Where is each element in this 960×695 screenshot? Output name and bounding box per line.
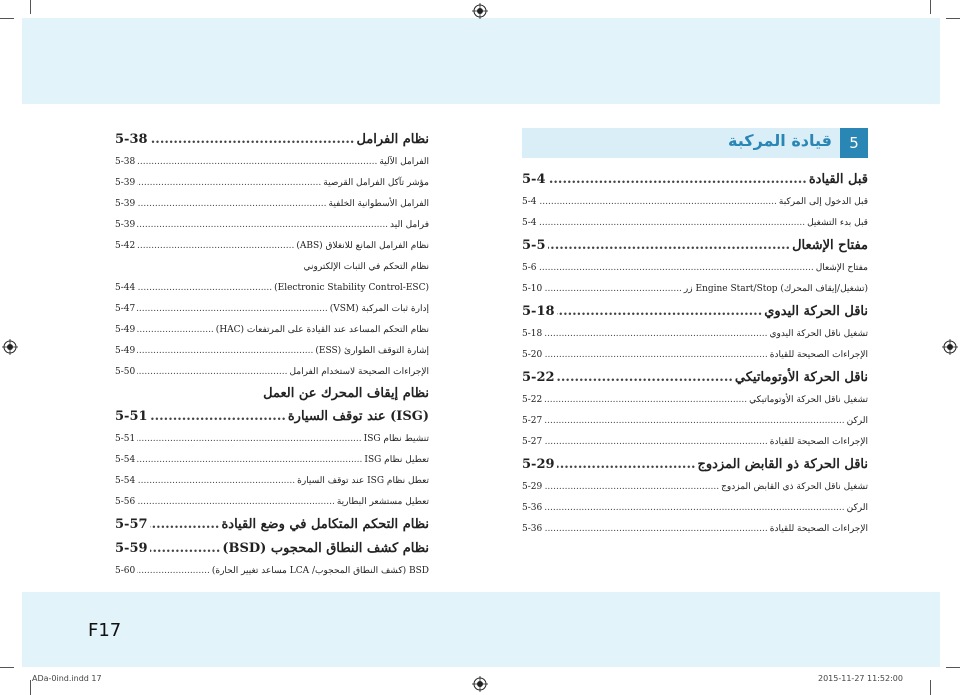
dot-leader	[137, 152, 377, 173]
toc-entry-row[interactable]	[522, 498, 868, 519]
toc-page-ref: 5-60	[115, 566, 136, 576]
dot-leader	[137, 236, 294, 257]
registration-mark-icon	[472, 3, 488, 19]
toc-page-ref: 5-56	[115, 497, 136, 507]
top-color-band	[22, 18, 940, 104]
toc-entry-title: نظام إيقاف المحرك عن العمل	[263, 386, 429, 401]
toc-entry-title: تعطيل نظام ISG	[364, 455, 429, 465]
toc-page-ref: 5-54	[115, 476, 136, 486]
toc-entry-row[interactable]	[522, 213, 868, 234]
toc-entry-row[interactable]	[115, 299, 429, 320]
toc-page-ref: 5-51	[115, 434, 136, 444]
toc-entry-title: مؤشر تآكل الفرامل القرصية	[323, 178, 429, 188]
toc-section-row[interactable]	[522, 453, 868, 477]
dot-leader	[544, 477, 719, 498]
toc-entry-row[interactable]	[115, 471, 429, 492]
footer-file-name: ADa-0ind.indd 17	[32, 674, 102, 683]
toc-page-ref: 5-22	[522, 370, 555, 385]
toc-entry-title: (ISG) عند توقف السيارة	[287, 409, 429, 424]
dot-leader	[137, 561, 210, 582]
toc-entry-row[interactable]	[115, 173, 429, 194]
page-number: F17	[88, 620, 122, 641]
chapter-entry-list	[522, 168, 868, 540]
dot-leader	[137, 429, 361, 450]
dot-leader	[137, 173, 321, 194]
dot-leader	[137, 299, 328, 320]
toc-entry-title: BSD (كشف النطاق المحجوب/ LCA مساعد تغيير الحارة)	[211, 566, 429, 576]
dot-leader	[137, 341, 313, 362]
toc-page-ref: 5-38	[115, 132, 148, 147]
dot-leader	[544, 432, 768, 453]
dot-leader	[548, 234, 791, 258]
toc-entry-title: ناقل الحركة الأوتوماتيكي	[734, 370, 868, 385]
toc-page-ref: 5-59	[115, 541, 148, 556]
toc-page-ref: 5-4	[522, 218, 537, 228]
toc-entry-title: نظام التحكم المساعد عند القيادة على المرتفعات (HAC)	[215, 325, 429, 335]
toc-entry-title: الإجراءات الصحيحة للقيادة	[769, 350, 868, 360]
toc-page-ref: 5-29	[522, 457, 555, 472]
toc-section-row[interactable]	[115, 537, 429, 561]
toc-entry-title: (Electronic Stability Control-ESC)	[274, 283, 429, 293]
toc-page-ref: 5-18	[522, 329, 543, 339]
footer-timestamp: 2015-11-27 11:52:00	[818, 674, 903, 683]
toc-entry-title: قبل القيادة	[808, 172, 868, 187]
toc-entry-title: تعطل نظام ISG عند توقف السيارة	[297, 476, 429, 486]
crop-mark	[0, 18, 14, 19]
crop-mark	[946, 667, 960, 668]
toc-entry-row[interactable]	[522, 519, 868, 540]
toc-page-ref: 5-49	[115, 325, 136, 335]
toc-section-row[interactable]	[522, 234, 868, 258]
toc-entry-title: نظام كشف النطاق المحجوب (BSD)	[222, 541, 429, 556]
dot-leader	[544, 411, 844, 432]
dot-leader	[539, 213, 806, 234]
toc-section-row[interactable]	[115, 128, 429, 152]
toc-section-row[interactable]	[522, 366, 868, 390]
toc-entry-row[interactable]	[522, 324, 868, 345]
toc-entry-row[interactable]	[115, 450, 429, 471]
toc-entry-row[interactable]	[115, 320, 429, 341]
toc-page-ref: 5-57	[115, 517, 148, 532]
toc-entry-row[interactable]	[522, 279, 868, 300]
toc-entry-row[interactable]	[115, 215, 429, 236]
registration-mark-icon	[2, 339, 18, 355]
dot-leader	[137, 194, 326, 215]
toc-entry-title: مفتاح الإشعال	[792, 238, 868, 253]
toc-page-ref: 5-39	[115, 220, 136, 230]
toc-page-ref: 5-36	[522, 503, 543, 513]
toc-entry-row[interactable]	[522, 477, 868, 498]
chapter-toc-column	[522, 128, 868, 540]
chapter-number-badge: 5	[840, 128, 868, 158]
toc-entry-title: ناقل الحركة اليدوي	[764, 304, 868, 319]
crop-mark	[30, 0, 31, 14]
dot-leader	[137, 320, 214, 341]
dot-leader	[544, 279, 682, 300]
toc-entry-row[interactable]	[115, 362, 429, 383]
toc-page-ref: 5-39	[115, 199, 136, 209]
toc-entry-row[interactable]	[522, 258, 868, 279]
toc-entry-row[interactable]	[522, 432, 868, 453]
dot-leader	[150, 513, 220, 537]
toc-page-ref: 5-10	[522, 284, 543, 294]
toc-entry-title: الإجراءات الصحيحة لاستخدام الفرامل	[289, 367, 429, 377]
toc-page-ref: 5-29	[522, 482, 543, 492]
crop-mark	[0, 667, 14, 668]
toc-page-ref: 5-38	[115, 157, 136, 167]
toc-entry-title: (تشغيل/إيقاف المحرك) Engine Start/Stop زر	[683, 284, 868, 294]
toc-entry-title: تنشيط نظام ISG	[363, 434, 429, 444]
dot-leader	[137, 278, 272, 299]
dot-leader	[544, 345, 768, 366]
toc-section-row[interactable]	[115, 405, 429, 429]
toc-entry-row[interactable]	[522, 345, 868, 366]
dot-leader	[544, 519, 768, 540]
toc-entry-row[interactable]	[115, 341, 429, 362]
toc-entry-title: نظام الفرامل المانع للانغلاق (ABS)	[296, 241, 429, 251]
toc-entry-title: تعطيل مستشعر البطارية	[336, 497, 429, 507]
toc-entry-list	[115, 128, 429, 582]
toc-page-ref: 5-51	[115, 409, 148, 424]
chapter-title: قيادة المركبة	[728, 131, 832, 150]
toc-page-ref: 5-44	[115, 283, 136, 293]
toc-entry-title: تشغيل ناقل الحركة اليدوي	[769, 329, 868, 339]
dot-leader	[150, 405, 286, 429]
toc-section-row[interactable]	[115, 513, 429, 537]
dot-leader	[137, 471, 295, 492]
toc-page-ref: 5-22	[522, 395, 543, 405]
dot-leader	[150, 537, 221, 561]
toc-page-ref: 5-47	[115, 304, 136, 314]
toc-entry-row[interactable]	[115, 492, 429, 513]
toc-page-ref: 5-36	[522, 524, 543, 534]
toc-entry-title: نظام التحكم المتكامل في وضع القيادة	[221, 517, 429, 532]
toc-page-ref: 5-20	[522, 350, 543, 360]
toc-page-ref: 5-27	[522, 437, 543, 447]
dot-leader	[539, 258, 814, 279]
toc-entry-row[interactable]	[115, 236, 429, 257]
dot-leader	[544, 498, 844, 519]
registration-mark-icon	[472, 676, 488, 692]
toc-entry-title: نظام الفرامل	[356, 132, 429, 147]
toc-section-row[interactable]	[522, 168, 868, 192]
continued-toc-column	[115, 128, 429, 582]
dot-leader	[544, 324, 767, 345]
toc-entry-title: مفتاح الإشعال	[815, 263, 868, 273]
dot-leader	[137, 492, 335, 513]
toc-page-ref: 5-4	[522, 197, 537, 207]
dot-leader	[557, 300, 763, 324]
toc-page-ref: 5-27	[522, 416, 543, 426]
toc-entry-row[interactable]	[115, 194, 429, 215]
toc-entry-title: ناقل الحركة ذو القابض المزدوج	[697, 457, 868, 472]
bottom-color-band	[22, 592, 940, 667]
toc-entry-row[interactable]	[522, 390, 868, 411]
toc-entry-title: تشغيل ناقل الحركة ذي القابض المزدوج	[721, 482, 868, 492]
toc-entry-title: فرامل اليد	[390, 220, 429, 230]
dot-leader	[557, 366, 733, 390]
toc-entry-title: الإجراءات الصحيحة للقيادة	[769, 437, 868, 447]
toc-entry-title: الركن	[846, 416, 868, 426]
toc-entry-title: الركن	[846, 503, 868, 513]
dot-leader	[548, 168, 807, 192]
toc-entry-row[interactable]	[522, 192, 868, 213]
toc-entry-row[interactable]	[115, 152, 429, 173]
crop-mark	[30, 680, 31, 695]
toc-page-ref: 5-18	[522, 304, 555, 319]
dot-leader	[137, 450, 362, 471]
toc-entry-row[interactable]	[115, 561, 429, 582]
toc-entry-title: إدارة ثبات المركبة (VSM)	[329, 304, 429, 314]
toc-page-ref: 5-50	[115, 367, 136, 377]
toc-page-ref: 5-42	[115, 241, 136, 251]
toc-entry-row[interactable]	[115, 278, 429, 299]
toc-section-row[interactable]	[522, 300, 868, 324]
toc-entry-title: قبل الدخول إلى المركبة	[778, 197, 868, 207]
registration-mark-icon	[942, 339, 958, 355]
toc-entry-title: الفرامل الأسطوانية الخلفية	[328, 199, 429, 209]
toc-entry-title: الفرامل الآلية	[379, 157, 429, 167]
toc-entry-title: قبل بدء التشغيل	[807, 218, 868, 228]
toc-entry-title: الإجراءات الصحيحة للقيادة	[769, 524, 868, 534]
crop-mark	[930, 0, 931, 14]
toc-page-ref: 5-5	[522, 238, 546, 253]
toc-page-ref: 5-39	[115, 178, 136, 188]
toc-entry-title: نظام التحكم في الثبات الإلكتروني	[303, 262, 429, 272]
toc-page-ref: 5-54	[115, 455, 136, 465]
dot-leader	[539, 192, 777, 213]
crop-mark	[930, 680, 931, 695]
toc-entry-row[interactable]	[115, 429, 429, 450]
toc-page-ref: 5-49	[115, 346, 136, 356]
dot-leader	[137, 215, 388, 236]
dot-leader	[150, 128, 355, 152]
dot-leader	[557, 453, 696, 477]
crop-mark	[946, 18, 960, 19]
toc-page-ref: 5-4	[522, 172, 546, 187]
toc-entry-row[interactable]	[522, 411, 868, 432]
toc-entry-title: إشارة التوقف الطوارئ (ESS)	[315, 346, 429, 356]
chapter-header	[522, 128, 868, 158]
toc-entry-title: تشغيل ناقل الحركة الأوتوماتيكي	[749, 395, 868, 405]
dot-leader	[544, 390, 747, 411]
toc-page-ref: 5-6	[522, 263, 537, 273]
dot-leader	[137, 362, 287, 383]
